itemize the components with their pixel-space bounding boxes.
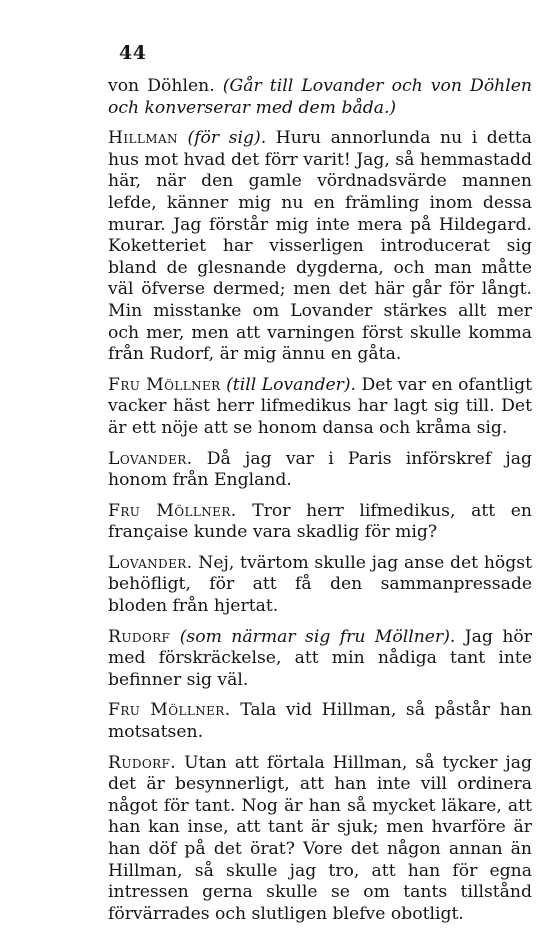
speaker-name: Lovander. [108, 448, 193, 469]
speaker-name: Hillman [108, 128, 178, 149]
speaker-name: Fru Möllner [108, 374, 221, 395]
page-number: 44 [119, 42, 147, 64]
dialogue-text: Det var en ofantligt vacker häst herr lifmedikus har lagt sig till. Det är ett nöje att se honom dansa och kråma sig. [108, 374, 532, 438]
paragraph-lovander [108, 449, 532, 492]
speaker-name: Fru Möllner. [108, 700, 231, 721]
paragraph-rudorf [108, 753, 532, 926]
speaker-name: Rudorf [108, 626, 171, 647]
dialogue-text: Då jag var i Paris införskref jag honom från England. [108, 448, 533, 491]
paragraph-fru-mollner [108, 501, 532, 544]
stage-direction: (som närmar sig fru Möllner). [179, 626, 456, 647]
dialogue-text: Nej, tvärtom skulle jag anse det högst behöfligt, för att få den sammanpressade bloden från hjertat. [108, 552, 532, 617]
paragraph-lovander [108, 553, 532, 618]
dialogue-text: Utan att förtala Hillman, så tycker jag det är besynnerligt, att han inte vill ordinera något för tant. Nog är han så mycket läkare, att han kan inse, att tant är sjuk; men hvarföre är han döf på det örat? Vore det någon annan än Hillman, så skulle jag tro, att han för egna intressen gerna skulle se om tants tillstånd förvärrades och slutligen blefve obotligt. [108, 752, 533, 924]
paragraph-stage-direction [108, 76, 532, 119]
stage-direction: (till Lovander). [226, 374, 357, 395]
paragraph-hillman [108, 128, 532, 366]
paragraph-fru-mollner [108, 375, 532, 440]
dialogue-text: von Döhlen. [108, 76, 223, 96]
play-text [108, 76, 532, 934]
speaker-name: Rudorf. [108, 752, 177, 773]
dialogue-text: Jag hör med förskräckelse, att min nådiga tant inte befinner sig väl. [108, 626, 532, 690]
dialogue-text: Huru annorlunda nu i detta hus mot hvad det förr varit! Jag, så hemmastadd här, när den gamle vördnadsvärde mannen lefde, känner mig nu en främling inom dessa murar. Jag förstår mig inte mera på Hildegard. Koketteriet har visserligen introducerat sig bland de glesnande dygderna, och man måtte väl öfverse dermed; men det här går för långt. Min misstanke om Lovander stärkes allt mer och mer, men att varningen först skulle komma från Rudorf, är mig ännu en gåta. [108, 128, 533, 365]
speaker-name: Fru Möllner. [108, 500, 237, 521]
paragraph-fru-mollner [108, 700, 532, 743]
stage-direction: (för sig). [187, 128, 267, 149]
dialogue-text: Tror herr lifmedikus, att en française kunde vara skadlig för mig? [108, 500, 532, 543]
stage-direction: (Går till Lovander och von Döhlen och konverserar med dem båda.) [108, 76, 532, 118]
paragraph-rudorf [108, 627, 532, 692]
speaker-name: Lovander. [108, 552, 193, 573]
dialogue-text: Tala vid Hillman, så påstår han motsatsen. [108, 700, 532, 743]
